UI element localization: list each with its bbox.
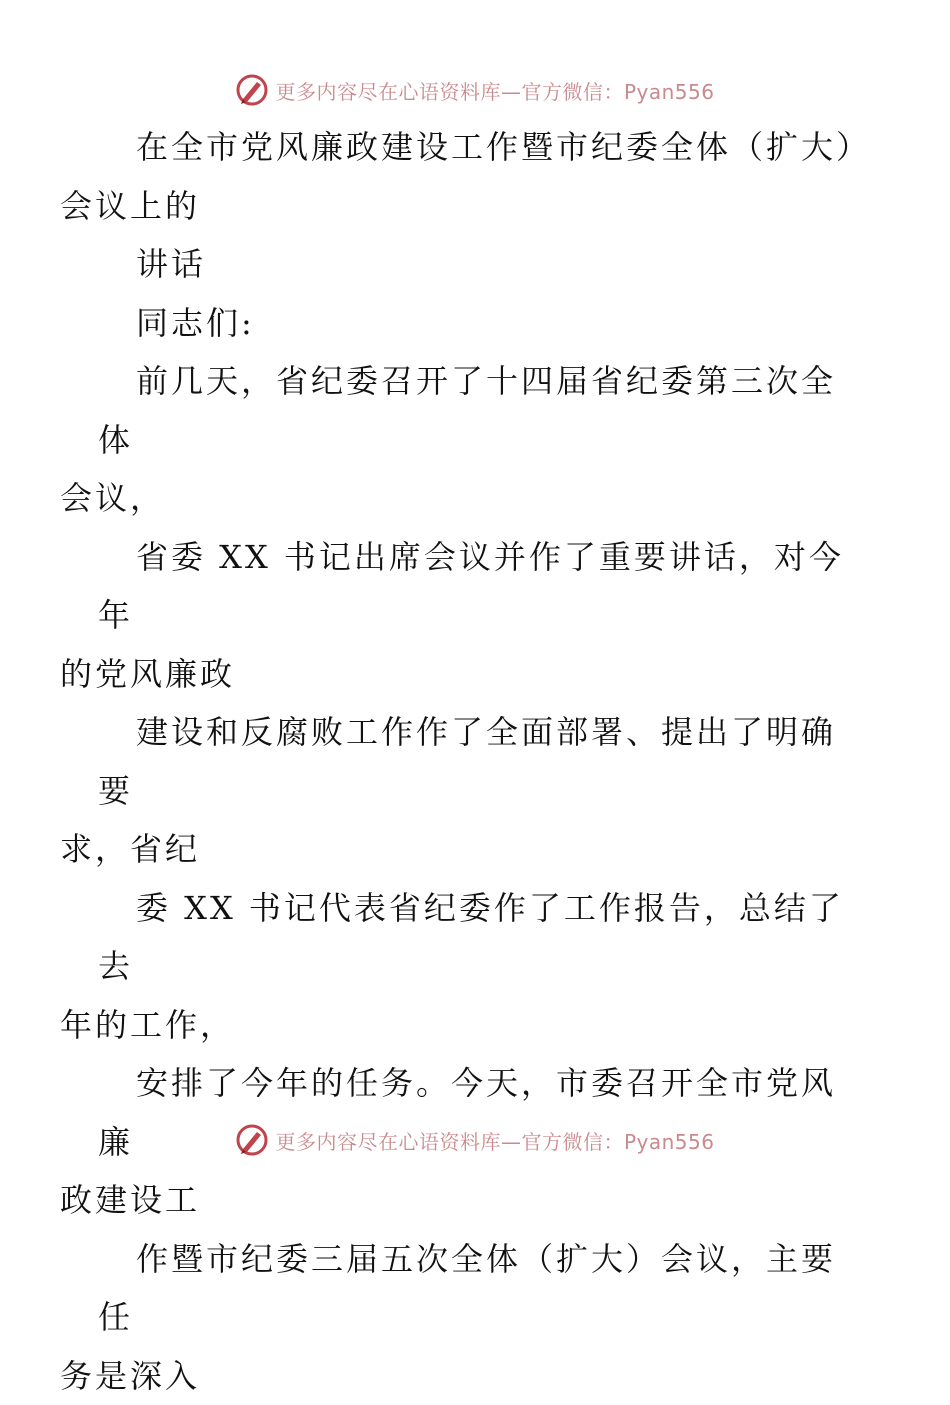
text-line: 省委 XX 书记出席会议并作了重要讲话，对今年 [98,538,844,635]
body-paragraph [98,703,858,879]
document-body [98,118,858,1405]
pen-logo-icon [235,1123,269,1157]
body-paragraph [98,528,858,704]
text-line: 务是深入 [60,1347,858,1405]
text-line: 讲话 [136,245,206,283]
pen-logo-icon [235,73,269,107]
body-paragraph [98,1230,858,1405]
body-paragraph [98,879,858,1055]
body-paragraph [98,352,858,528]
header-watermark [0,70,950,110]
text-line: 作暨市纪委三届五次全体（扩大）会议，主要任 [98,1240,836,1337]
title-paragraph-speech [98,235,858,294]
watermark-text: 更多内容尽在心语资料库—官方微信：Pyan556 [275,1126,714,1155]
text-line: 同志们: [136,304,255,342]
title-paragraph [98,118,858,235]
text-line: 的党风廉政 [60,645,858,704]
text-line: 建设和反腐败工作作了全面部署、提出了明确要 [98,713,836,810]
text-line: 求，省纪 [60,820,858,879]
text-line: 会议上的 [60,177,858,236]
text-line: 年的工作， [60,996,858,1055]
text-line: 政建设工 [60,1171,858,1230]
text-line: 委 XX 书记代表省纪委作了工作报告，总结了去 [98,889,844,986]
text-line: 安排了今年的任务。今天，市委召开全市党风廉 [98,1064,836,1161]
salutation-paragraph [98,294,858,353]
footer-watermark [0,1120,950,1160]
text-line: 会议， [60,469,858,528]
text-line: 前几天，省纪委召开了十四届省纪委第三次全体 [98,362,836,459]
watermark-text: 更多内容尽在心语资料库—官方微信：Pyan556 [275,76,714,105]
text-line: 在全市党风廉政建设工作暨市纪委全体（扩大） [136,128,871,166]
